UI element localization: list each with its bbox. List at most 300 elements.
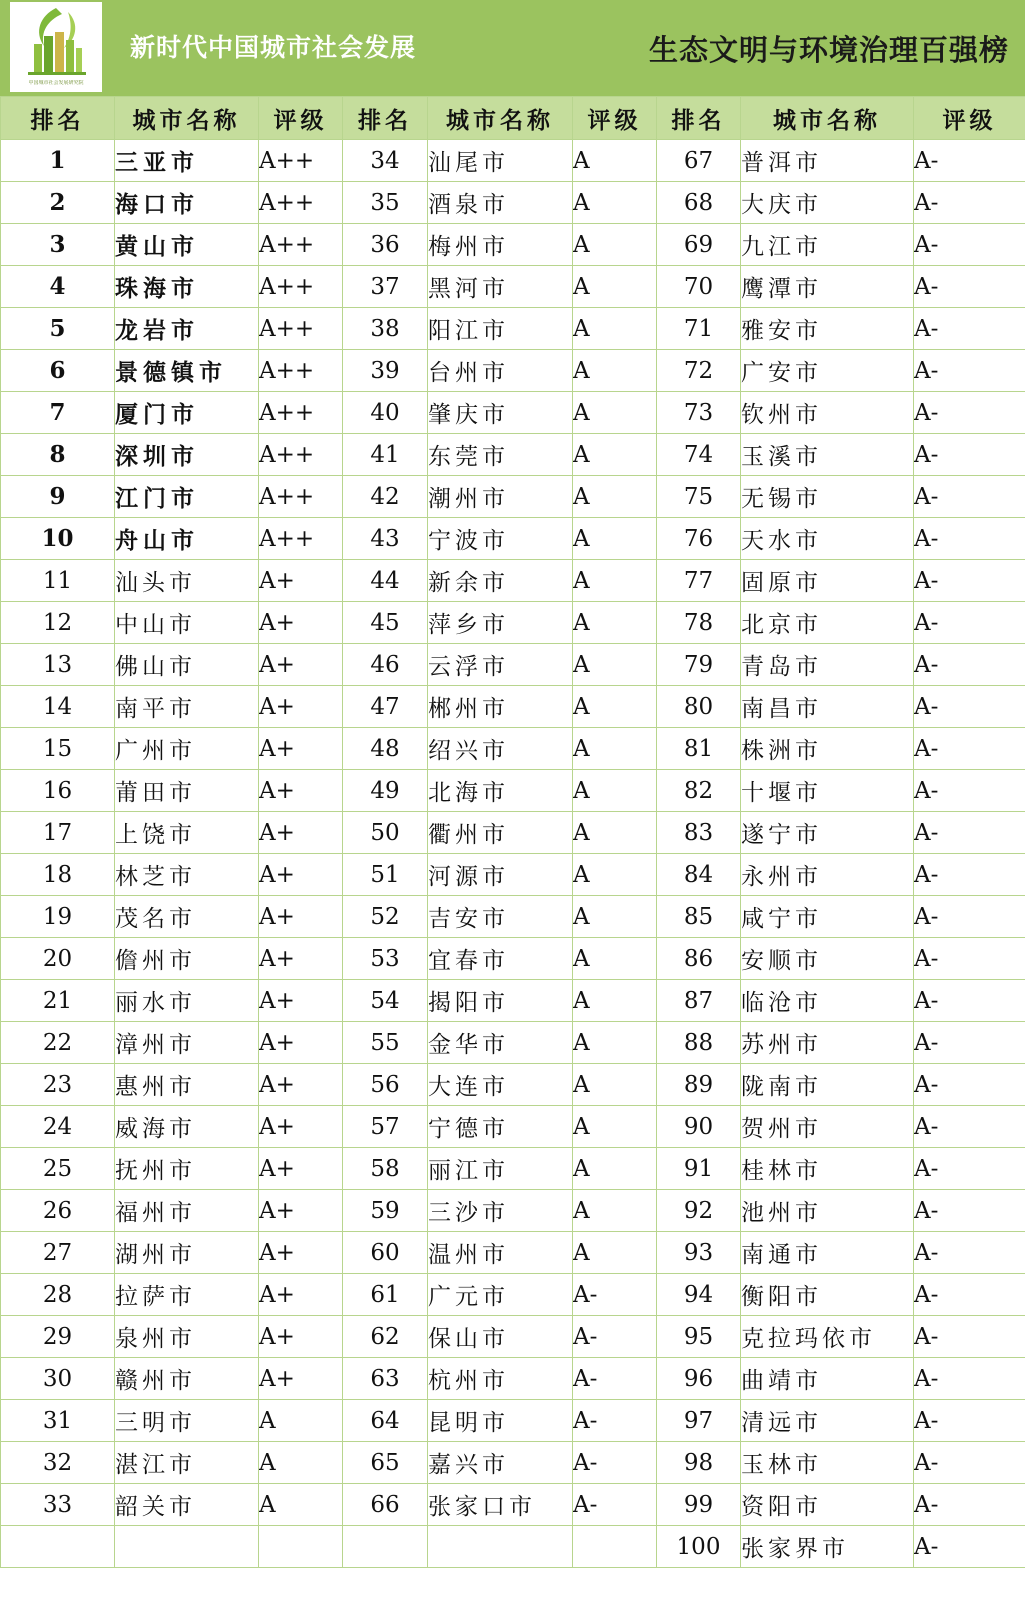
rank-cell: 88 [657, 1022, 741, 1064]
city-name-cell: 绍兴市 [428, 728, 573, 770]
grade-cell: A+ [259, 1064, 343, 1106]
city-name-cell: 雅安市 [741, 308, 914, 350]
rank-cell: 7 [1, 392, 115, 434]
grade-cell: A [573, 434, 657, 476]
city-name-cell: 海口市 [115, 182, 259, 224]
rank-cell: 62 [343, 1316, 428, 1358]
rank-cell: 86 [657, 938, 741, 980]
table-row [1, 938, 1025, 980]
rank-cell: 19 [1, 896, 115, 938]
city-name-cell: 昆明市 [428, 1400, 573, 1442]
grade-cell: A- [914, 1358, 1025, 1400]
rank-cell: 5 [1, 308, 115, 350]
table-row [1, 518, 1025, 560]
rank-cell: 25 [1, 1148, 115, 1190]
grade-cell: A- [914, 1316, 1025, 1358]
city-name-cell: 大庆市 [741, 182, 914, 224]
table-row [1, 182, 1025, 224]
grade-cell: A- [914, 1064, 1025, 1106]
city-name-cell: 龙岩市 [115, 308, 259, 350]
rank-cell: 54 [343, 980, 428, 1022]
city-name-cell: 黄山市 [115, 224, 259, 266]
city-name-cell: 新余市 [428, 560, 573, 602]
city-name-cell [428, 1526, 573, 1568]
table-row [1, 1022, 1025, 1064]
table-row [1, 476, 1025, 518]
column-header-grade: 评级 [259, 97, 343, 140]
grade-cell: A++ [259, 266, 343, 308]
city-name-cell: 汕头市 [115, 560, 259, 602]
city-name-cell [115, 1526, 259, 1568]
rank-cell: 61 [343, 1274, 428, 1316]
city-name-cell: 遂宁市 [741, 812, 914, 854]
grade-cell: A- [914, 728, 1025, 770]
grade-cell: A- [914, 1190, 1025, 1232]
grade-cell: A- [914, 224, 1025, 266]
city-name-cell: 株洲市 [741, 728, 914, 770]
rank-cell: 87 [657, 980, 741, 1022]
rank-cell: 82 [657, 770, 741, 812]
table-row [1, 1400, 1025, 1442]
grade-cell: A- [914, 1274, 1025, 1316]
grade-cell: A- [914, 938, 1025, 980]
city-name-cell: 北海市 [428, 770, 573, 812]
rank-cell: 26 [1, 1190, 115, 1232]
logo-caption: 中国城市社会发展研究院 [28, 80, 84, 86]
table-row [1, 812, 1025, 854]
city-name-cell: 张家界市 [741, 1526, 914, 1568]
grade-cell: A [573, 896, 657, 938]
grade-cell: A+ [259, 1190, 343, 1232]
table-row [1, 560, 1025, 602]
ranking-table [0, 96, 1025, 1568]
grade-cell: A++ [259, 392, 343, 434]
table-row [1, 602, 1025, 644]
grade-cell: A- [914, 896, 1025, 938]
city-name-cell: 中山市 [115, 602, 259, 644]
rank-cell: 71 [657, 308, 741, 350]
grade-cell: A- [914, 392, 1025, 434]
city-name-cell: 抚州市 [115, 1148, 259, 1190]
grade-cell: A [573, 182, 657, 224]
city-name-cell: 云浮市 [428, 644, 573, 686]
rank-cell: 75 [657, 476, 741, 518]
city-name-cell: 南平市 [115, 686, 259, 728]
grade-cell: A- [914, 980, 1025, 1022]
city-name-cell: 嘉兴市 [428, 1442, 573, 1484]
grade-cell: A++ [259, 308, 343, 350]
rank-cell: 21 [1, 980, 115, 1022]
city-name-cell: 九江市 [741, 224, 914, 266]
rank-cell: 32 [1, 1442, 115, 1484]
grade-cell: A [573, 1232, 657, 1274]
city-name-cell: 珠海市 [115, 266, 259, 308]
city-name-cell: 保山市 [428, 1316, 573, 1358]
rank-cell: 58 [343, 1148, 428, 1190]
city-name-cell: 池州市 [741, 1190, 914, 1232]
city-name-cell: 广元市 [428, 1274, 573, 1316]
grade-cell: A- [573, 1484, 657, 1526]
rank-cell: 41 [343, 434, 428, 476]
grade-cell: A [573, 518, 657, 560]
grade-cell: A [573, 1064, 657, 1106]
rank-cell: 15 [1, 728, 115, 770]
grade-cell: A- [914, 476, 1025, 518]
city-name-cell: 三亚市 [115, 140, 259, 182]
table-row [1, 1526, 1025, 1568]
rank-cell: 49 [343, 770, 428, 812]
grade-cell: A++ [259, 182, 343, 224]
grade-cell: A- [914, 1442, 1025, 1484]
table-row [1, 1190, 1025, 1232]
city-name-cell: 宜春市 [428, 938, 573, 980]
table-header-row [1, 97, 1025, 140]
rank-cell: 14 [1, 686, 115, 728]
city-name-cell: 天水市 [741, 518, 914, 560]
rank-cell: 31 [1, 1400, 115, 1442]
grade-cell: A- [914, 518, 1025, 560]
title-banner [0, 0, 1025, 96]
rank-cell: 23 [1, 1064, 115, 1106]
city-name-cell: 佛山市 [115, 644, 259, 686]
rank-cell: 17 [1, 812, 115, 854]
rank-cell: 81 [657, 728, 741, 770]
city-name-cell: 酒泉市 [428, 182, 573, 224]
grade-cell: A++ [259, 518, 343, 560]
grade-cell: A++ [259, 140, 343, 182]
grade-cell: A [573, 1190, 657, 1232]
grade-cell: A [573, 266, 657, 308]
rank-cell: 83 [657, 812, 741, 854]
grade-cell: A- [914, 770, 1025, 812]
column-header-city: 城市名称 [115, 97, 259, 140]
grade-cell [259, 1526, 343, 1568]
rank-cell: 89 [657, 1064, 741, 1106]
city-name-cell: 衢州市 [428, 812, 573, 854]
city-name-cell: 惠州市 [115, 1064, 259, 1106]
rank-cell [1, 1526, 115, 1568]
grade-cell: A- [914, 308, 1025, 350]
rank-cell: 100 [657, 1526, 741, 1568]
city-name-cell: 广州市 [115, 728, 259, 770]
grade-cell: A [259, 1484, 343, 1526]
grade-cell: A [573, 1106, 657, 1148]
rank-cell: 52 [343, 896, 428, 938]
city-name-cell: 莆田市 [115, 770, 259, 812]
rank-cell: 65 [343, 1442, 428, 1484]
grade-cell: A [573, 770, 657, 812]
rank-cell: 76 [657, 518, 741, 560]
city-name-cell: 温州市 [428, 1232, 573, 1274]
city-name-cell: 南通市 [741, 1232, 914, 1274]
table-row [1, 644, 1025, 686]
table-row [1, 686, 1025, 728]
city-name-cell: 林芝市 [115, 854, 259, 896]
grade-cell: A+ [259, 938, 343, 980]
city-name-cell: 丽江市 [428, 1148, 573, 1190]
city-name-cell: 金华市 [428, 1022, 573, 1064]
table-row [1, 308, 1025, 350]
city-name-cell: 江门市 [115, 476, 259, 518]
city-name-cell: 三沙市 [428, 1190, 573, 1232]
grade-cell: A [573, 350, 657, 392]
table-row [1, 1148, 1025, 1190]
rank-cell: 77 [657, 560, 741, 602]
grade-cell: A- [914, 434, 1025, 476]
grade-cell: A [573, 1022, 657, 1064]
city-name-cell: 安顺市 [741, 938, 914, 980]
rank-cell: 40 [343, 392, 428, 434]
grade-cell: A [573, 308, 657, 350]
table-row [1, 980, 1025, 1022]
rank-cell: 46 [343, 644, 428, 686]
city-name-cell: 固原市 [741, 560, 914, 602]
rank-cell: 11 [1, 560, 115, 602]
grade-cell: A [573, 602, 657, 644]
rank-cell: 34 [343, 140, 428, 182]
city-name-cell: 河源市 [428, 854, 573, 896]
city-name-cell: 汕尾市 [428, 140, 573, 182]
grade-cell: A- [914, 812, 1025, 854]
grade-cell: A+ [259, 896, 343, 938]
city-name-cell: 厦门市 [115, 392, 259, 434]
grade-cell: A- [573, 1358, 657, 1400]
grade-cell: A [573, 728, 657, 770]
rank-cell: 43 [343, 518, 428, 560]
grade-cell: A [573, 854, 657, 896]
grade-cell: A [573, 812, 657, 854]
table-row [1, 1358, 1025, 1400]
rank-cell: 84 [657, 854, 741, 896]
column-header-rank: 排名 [657, 97, 741, 140]
city-name-cell: 无锡市 [741, 476, 914, 518]
table-row [1, 266, 1025, 308]
rank-cell: 96 [657, 1358, 741, 1400]
rank-cell: 13 [1, 644, 115, 686]
rank-cell: 45 [343, 602, 428, 644]
city-name-cell: 拉萨市 [115, 1274, 259, 1316]
rank-cell: 2 [1, 182, 115, 224]
rank-cell: 47 [343, 686, 428, 728]
rank-cell: 69 [657, 224, 741, 266]
grade-cell: A- [914, 1484, 1025, 1526]
rank-cell: 9 [1, 476, 115, 518]
city-name-cell: 儋州市 [115, 938, 259, 980]
grade-cell: A+ [259, 602, 343, 644]
city-name-cell: 玉林市 [741, 1442, 914, 1484]
city-name-cell: 宁波市 [428, 518, 573, 560]
rank-cell: 98 [657, 1442, 741, 1484]
city-name-cell: 湖州市 [115, 1232, 259, 1274]
rank-cell: 33 [1, 1484, 115, 1526]
grade-cell: A+ [259, 770, 343, 812]
city-name-cell: 揭阳市 [428, 980, 573, 1022]
rank-cell: 55 [343, 1022, 428, 1064]
city-name-cell: 广安市 [741, 350, 914, 392]
city-name-cell: 丽水市 [115, 980, 259, 1022]
rank-cell: 42 [343, 476, 428, 518]
column-header-grade: 评级 [914, 97, 1025, 140]
rank-cell: 74 [657, 434, 741, 476]
grade-cell: A+ [259, 812, 343, 854]
table-row [1, 224, 1025, 266]
city-name-cell: 钦州市 [741, 392, 914, 434]
table-row [1, 434, 1025, 476]
rank-cell: 85 [657, 896, 741, 938]
table-row [1, 1106, 1025, 1148]
rank-cell: 10 [1, 518, 115, 560]
rank-cell: 44 [343, 560, 428, 602]
grade-cell: A++ [259, 224, 343, 266]
city-name-cell: 福州市 [115, 1190, 259, 1232]
grade-cell: A [259, 1400, 343, 1442]
rank-cell: 57 [343, 1106, 428, 1148]
grade-cell: A- [914, 644, 1025, 686]
city-name-cell: 赣州市 [115, 1358, 259, 1400]
rank-cell: 79 [657, 644, 741, 686]
column-header-grade: 评级 [573, 97, 657, 140]
grade-cell: A++ [259, 350, 343, 392]
grade-cell: A- [914, 602, 1025, 644]
rank-cell: 59 [343, 1190, 428, 1232]
grade-cell: A [573, 1148, 657, 1190]
grade-cell: A [259, 1442, 343, 1484]
grade-cell: A- [914, 686, 1025, 728]
city-name-cell: 清远市 [741, 1400, 914, 1442]
rank-cell: 50 [343, 812, 428, 854]
grade-cell: A+ [259, 1148, 343, 1190]
rank-cell: 18 [1, 854, 115, 896]
rank-cell: 27 [1, 1232, 115, 1274]
rank-cell: 48 [343, 728, 428, 770]
header-left-title: 新时代中国城市社会发展 [130, 33, 417, 62]
grade-cell: A++ [259, 476, 343, 518]
rank-cell: 90 [657, 1106, 741, 1148]
rank-cell: 66 [343, 1484, 428, 1526]
rank-cell: 39 [343, 350, 428, 392]
rank-cell: 1 [1, 140, 115, 182]
rank-cell: 78 [657, 602, 741, 644]
city-name-cell: 泉州市 [115, 1316, 259, 1358]
grade-cell: A- [914, 1400, 1025, 1442]
grade-cell: A+ [259, 1358, 343, 1400]
grade-cell: A+ [259, 644, 343, 686]
rank-cell: 8 [1, 434, 115, 476]
rank-cell: 12 [1, 602, 115, 644]
grade-cell: A- [914, 140, 1025, 182]
grade-cell: A [573, 476, 657, 518]
city-name-cell: 贺州市 [741, 1106, 914, 1148]
grade-cell: A- [914, 1148, 1025, 1190]
logo [10, 2, 102, 92]
rank-cell: 56 [343, 1064, 428, 1106]
grade-cell: A+ [259, 1274, 343, 1316]
city-name-cell: 衡阳市 [741, 1274, 914, 1316]
column-header-rank: 排名 [1, 97, 115, 140]
grade-cell: A+ [259, 560, 343, 602]
rank-cell: 38 [343, 308, 428, 350]
grade-cell: A [573, 224, 657, 266]
grade-cell: A- [573, 1316, 657, 1358]
city-name-cell: 三明市 [115, 1400, 259, 1442]
rank-cell: 97 [657, 1400, 741, 1442]
column-header-rank: 排名 [343, 97, 428, 140]
grade-cell [573, 1526, 657, 1568]
table-row [1, 854, 1025, 896]
city-name-cell: 苏州市 [741, 1022, 914, 1064]
rank-cell: 93 [657, 1232, 741, 1274]
grade-cell: A+ [259, 728, 343, 770]
rank-cell: 53 [343, 938, 428, 980]
rank-cell: 16 [1, 770, 115, 812]
rank-cell: 20 [1, 938, 115, 980]
table-row [1, 1484, 1025, 1526]
rank-cell: 92 [657, 1190, 741, 1232]
rank-cell: 36 [343, 224, 428, 266]
grade-cell: A+ [259, 686, 343, 728]
city-name-cell: 十堰市 [741, 770, 914, 812]
city-name-cell: 鹰潭市 [741, 266, 914, 308]
column-header-city: 城市名称 [741, 97, 914, 140]
table-row [1, 140, 1025, 182]
city-name-cell: 台州市 [428, 350, 573, 392]
column-header-city: 城市名称 [428, 97, 573, 140]
city-name-cell: 青岛市 [741, 644, 914, 686]
rank-cell: 67 [657, 140, 741, 182]
rank-cell: 80 [657, 686, 741, 728]
table-row [1, 350, 1025, 392]
grade-cell: A+ [259, 854, 343, 896]
grade-cell: A [573, 938, 657, 980]
grade-cell: A [573, 980, 657, 1022]
grade-cell: A+ [259, 980, 343, 1022]
city-name-cell: 永州市 [741, 854, 914, 896]
rank-cell: 70 [657, 266, 741, 308]
rank-cell: 6 [1, 350, 115, 392]
city-name-cell: 宁德市 [428, 1106, 573, 1148]
grade-cell: A [573, 644, 657, 686]
city-name-cell: 普洱市 [741, 140, 914, 182]
grade-cell: A [573, 140, 657, 182]
city-name-cell: 北京市 [741, 602, 914, 644]
grade-cell: A- [914, 560, 1025, 602]
table-row [1, 1064, 1025, 1106]
city-name-cell: 漳州市 [115, 1022, 259, 1064]
rank-cell: 28 [1, 1274, 115, 1316]
grade-cell: A- [573, 1274, 657, 1316]
grade-cell: A- [914, 350, 1025, 392]
rank-cell: 73 [657, 392, 741, 434]
rank-cell: 99 [657, 1484, 741, 1526]
table-row [1, 392, 1025, 434]
city-name-cell: 玉溪市 [741, 434, 914, 476]
city-name-cell: 深圳市 [115, 434, 259, 476]
grade-cell: A+ [259, 1106, 343, 1148]
city-name-cell: 桂林市 [741, 1148, 914, 1190]
grade-cell: A++ [259, 434, 343, 476]
rank-cell: 63 [343, 1358, 428, 1400]
city-name-cell: 湛江市 [115, 1442, 259, 1484]
city-name-cell: 茂名市 [115, 896, 259, 938]
rank-cell: 22 [1, 1022, 115, 1064]
city-name-cell: 梅州市 [428, 224, 573, 266]
city-name-cell: 潮州市 [428, 476, 573, 518]
rank-cell: 3 [1, 224, 115, 266]
grade-cell: A+ [259, 1232, 343, 1274]
city-name-cell: 郴州市 [428, 686, 573, 728]
grade-cell: A- [914, 1106, 1025, 1148]
rank-cell: 4 [1, 266, 115, 308]
